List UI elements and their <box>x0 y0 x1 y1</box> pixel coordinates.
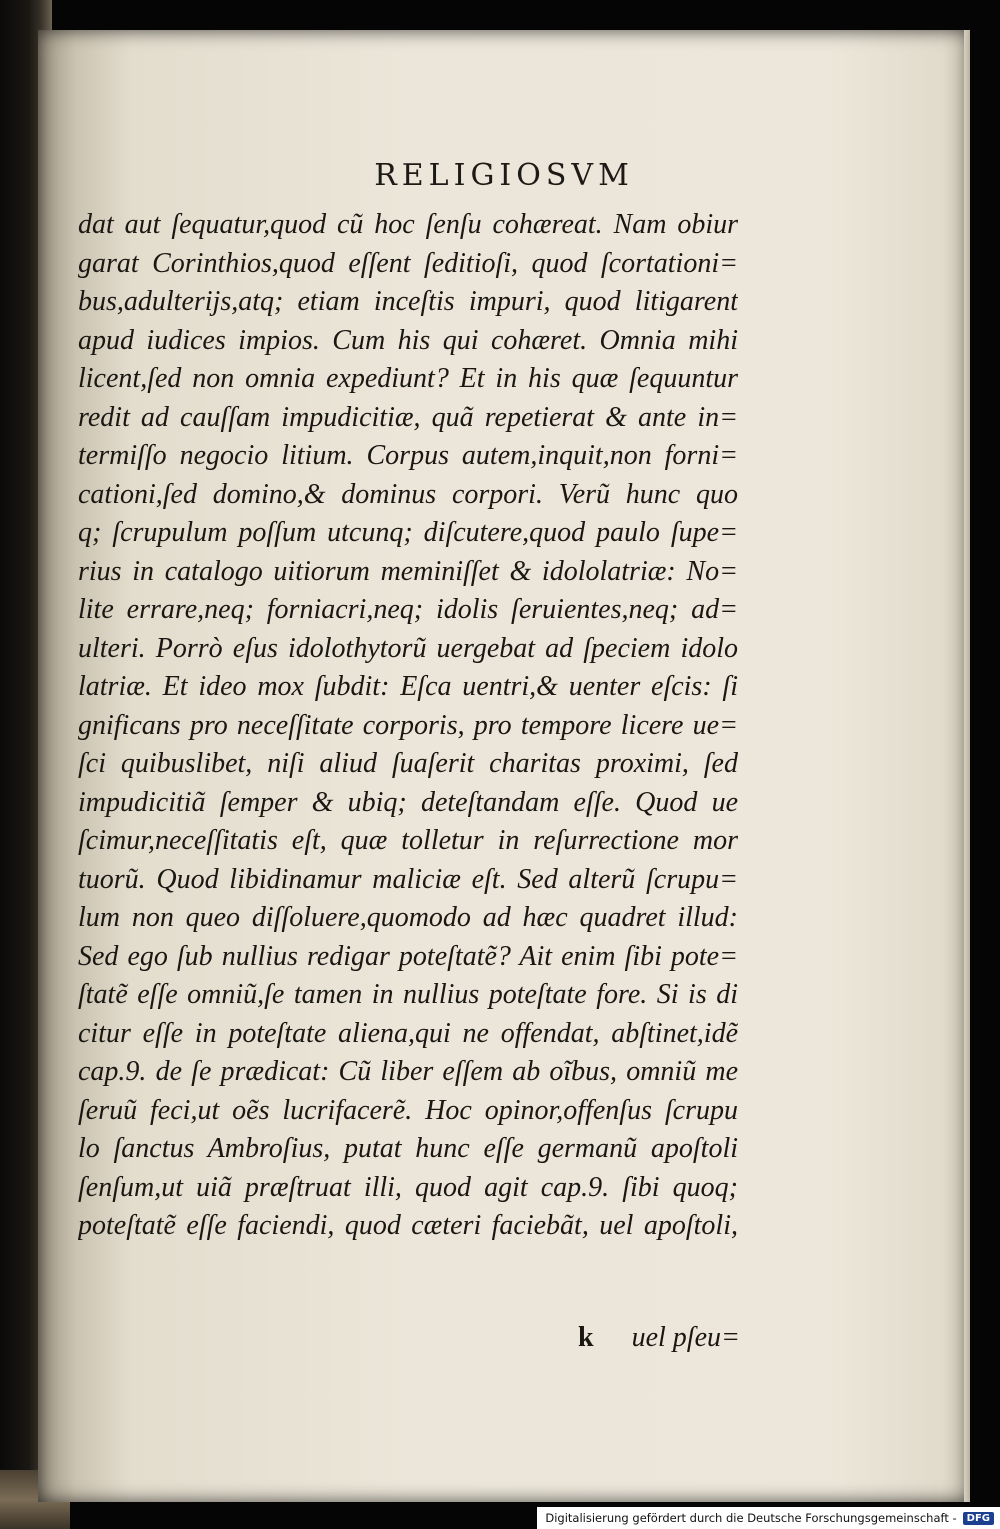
running-head: RELIGIOSVM <box>374 158 634 193</box>
text-line: cap.9. de ſe prædicat: Cũ liber eſſem ab oĩbus, omniũ me <box>78 1056 738 1087</box>
text-line: Sed ego ſub nullius redigar poteſtatẽ? Ait enim ſibi pote= <box>78 940 738 972</box>
credit-text: Digitalisierung gefördert durch die Deutsche Forschungsgemeinschaft - <box>545 1511 957 1525</box>
text-line: ſcimur,neceſſitatis eſt, quæ tolletur in reſurrectione mor <box>78 825 738 856</box>
text-line: ſci quibuslibet, niſi aliud ſuaſerit charitas proximi, ſed <box>78 748 738 779</box>
text-line: lum non queo diſſoluere,quomodo ad hæc quadret illud: <box>78 902 738 933</box>
text-line: lite errare,neq; forniacri,neq; idolis ſeruientes,neq; ad= <box>78 594 738 625</box>
text-line: gnificans pro neceſſitate corporis, pro tempore licere ue= <box>78 709 738 741</box>
text-line: bus,adulterijs,atq; etiam inceſtis impuri, quod litigarent <box>78 286 738 317</box>
text-line: poteſtatẽ eſſe faciendi, quod cæteri faciebãt, uel apoſtoli, <box>78 1210 738 1241</box>
text-line: lo ſanctus Ambroſius, putat hunc eſſe germanũ apoſtoli <box>78 1133 738 1164</box>
text-line: citur eſſe in poteſtate aliena,qui ne offendat, abſtinet,idẽ <box>78 1017 738 1049</box>
text-line: ſtatẽ eſſe omniũ,ſe tamen in nullius poteſtate fore. Si is di <box>78 979 738 1010</box>
text-line: licent,ſed non omnia expediunt? Et in his quæ ſequuntur <box>78 363 738 394</box>
dfg-logo-icon: DFG <box>963 1512 994 1525</box>
text-line: apud iudices impios. Cum his qui cohæret. Omnia mihi <box>78 324 738 356</box>
text-line: ſeruũ feci,ut oẽs lucrifacerẽ. Hoc opinor,offenſus ſcrupu <box>78 1094 738 1126</box>
digitization-credit-bar <box>537 1507 1000 1529</box>
text-line: ulteri. Porrò eſus idolothytorũ uergebat ad ſpeciem idolo <box>78 632 738 664</box>
text-line: garat Corinthios,quod eſſent ſeditioſi, quod ſcortationi= <box>78 247 738 279</box>
text-line: q; ſcrupulum poſſum utcunq; diſcutere,quod paulo ſupe= <box>78 517 738 548</box>
catchword: uel pſeu= <box>631 1322 740 1353</box>
text-line: redit ad cauſſam impudicitiæ, quã repetierat & ante in= <box>78 401 738 433</box>
text-line: termiſſo negocio litium. Corpus autem,inquit,non forni= <box>78 440 738 471</box>
text-line: rius in catalogo uitiorum meminiſſet & idololatriæ: No= <box>78 555 738 587</box>
text-line: impudicitiã ſemper & ubiq; deteſtandam eſſe. Quod ue <box>78 786 738 818</box>
text-line: latriæ. Et ideo mox ſubdit: Eſca uentri,& uenter eſcis: ſi <box>78 671 738 702</box>
text-line: ſenſum,ut uiã præſtruat illi, quod agit cap.9. ſibi quoq; <box>78 1171 738 1203</box>
text-line: cationi,ſed domino,& dominus corpori. Verũ hunc quo <box>78 478 738 510</box>
signature-mark: k <box>578 1322 594 1353</box>
page-foot <box>578 1322 738 1354</box>
body-text <box>78 206 738 1246</box>
text-line: tuorũ. Quod libidinamur maliciæ eſt. Sed alterũ ſcrupu= <box>78 863 738 895</box>
book-page <box>38 30 970 1502</box>
text-line: dat aut ſequatur,quod cũ hoc ſenſu cohæreat. Nam obiur <box>78 209 738 240</box>
